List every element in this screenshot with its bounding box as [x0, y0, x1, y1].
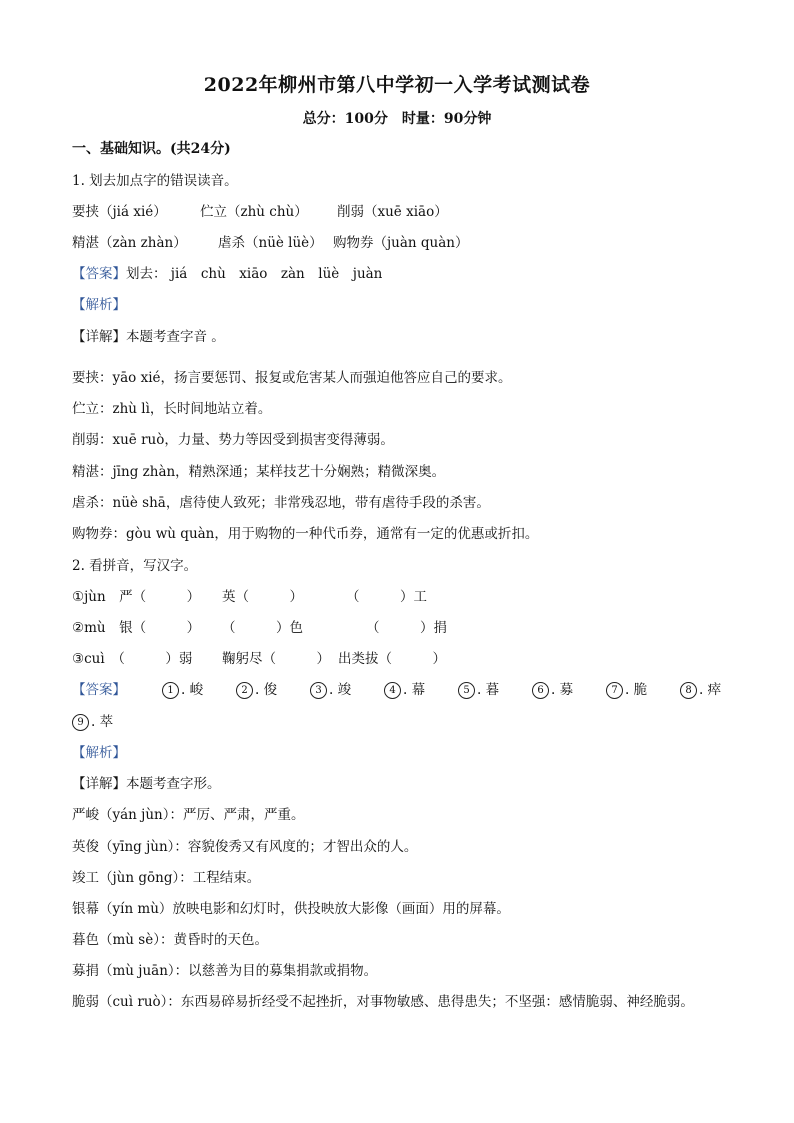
- answer-item: [162, 679, 203, 701]
- answer-char: . 幕: [403, 682, 426, 698]
- option-item: 伫立（zhù chù）: [200, 204, 308, 220]
- answer-tag: 【答案】: [72, 266, 126, 282]
- question-1-row-1: [72, 201, 752, 223]
- explanation-line: 银幕（yín mù）放映电影和幻灯时，供投映放大影像（画面）用的屏幕。: [72, 901, 510, 917]
- question-2-answer-cont: [72, 711, 752, 733]
- option-item: 削弱（xuē xiāo）: [337, 204, 448, 220]
- answer-char: . 瘁: [699, 682, 722, 698]
- explanation-line: 虐杀：nüè shā，虐待使人致死；非常残忍地，带有虐待手段的杀害。: [72, 495, 490, 511]
- option-item: 要挟（jiá xié）: [72, 204, 167, 220]
- answer-char: . 俊: [255, 682, 278, 698]
- option-item: 精湛（zàn zhàn）: [72, 235, 187, 251]
- circled-number: 4: [384, 682, 401, 699]
- option-item: 虐杀（nüè lüè）: [218, 235, 323, 251]
- question-2-stem: 2. 看拼音，写汉字。: [72, 558, 198, 574]
- answer-item: [310, 679, 351, 701]
- circled-number: 3: [310, 682, 327, 699]
- answer-item: [532, 679, 573, 701]
- answer-char: . 萃: [91, 714, 114, 730]
- blank-item: 英（ ）: [222, 589, 303, 605]
- question-2-row-1: [72, 586, 752, 608]
- answer-char: . 暮: [477, 682, 500, 698]
- answer-item: [384, 679, 425, 701]
- question-1-stem: 1. 划去加点字的错误读音。: [72, 173, 238, 189]
- detail-tag: 【详解】: [72, 776, 126, 792]
- question-2-row-2: [72, 617, 752, 639]
- answer-char: . 募: [551, 682, 574, 698]
- question-2-detail: [72, 773, 752, 795]
- answer-char: . 峻: [181, 682, 204, 698]
- question-2-row-3: [72, 648, 752, 670]
- explanation-line: 暮色（mù sè）：黄昏时的天色。: [72, 932, 268, 948]
- analysis-tag: 【解析】: [72, 297, 126, 313]
- blank-item: ①jùn 严（ ）: [72, 589, 201, 605]
- explanation-line: 精湛：jīng zhàn，精熟深通；某样技艺十分娴熟；精微深奥。: [72, 464, 446, 480]
- option-item: 购物券（juàn quàn）: [333, 235, 469, 251]
- explanation-line: 严峻（yán jùn）：严厉、严肃，严重。: [72, 807, 305, 823]
- explanation-line: 英俊（yīng jùn）：容貌俊秀又有风度的；才智出众的人。: [72, 839, 418, 855]
- analysis-tag: 【解析】: [72, 745, 126, 761]
- circled-number: 1: [162, 682, 179, 699]
- answer-item: [606, 679, 647, 701]
- answer-text: 划去： jiá chù xiāo zàn lüè juàn: [126, 266, 383, 282]
- page-title: 2022年柳州市第八中学初一入学考试测试卷: [203, 74, 591, 96]
- answer-char: . 竣: [329, 682, 352, 698]
- explanation-line: 伫立：zhù lì，长时间地站立着。: [72, 401, 272, 417]
- question-1-detail: [72, 326, 752, 348]
- circled-number: 6: [532, 682, 549, 699]
- explanation-line: 购物券：gòu wù quàn，用于购物的一种代币券，通常有一定的优惠或折扣。: [72, 526, 539, 542]
- circled-number: 2: [236, 682, 253, 699]
- detail-text: 本题考查字形。: [126, 776, 221, 792]
- circled-number: 7: [606, 682, 623, 699]
- blank-item: ②mù 银（ ）: [72, 620, 201, 636]
- blank-item: ③cuì （ ）弱: [72, 651, 193, 667]
- explanation-line: 要挟：yāo xié，扬言要惩罚、报复或危害某人而强迫他答应自己的要求。: [72, 370, 512, 386]
- circled-number: 5: [458, 682, 475, 699]
- answer-tag: 【答案】: [72, 682, 126, 698]
- answer-item: [458, 679, 499, 701]
- blank-item: （ ）色: [222, 620, 303, 636]
- question-1-row-2: [72, 232, 752, 254]
- blank-item: （ ）捐: [366, 620, 447, 636]
- page-subtitle: 总分：100分 时量：90分钟: [302, 111, 492, 127]
- detail-text: 本题考查字音 。: [126, 329, 225, 345]
- blank-item: 鞠躬尽（ ）: [222, 651, 330, 667]
- answer-item: [680, 679, 721, 701]
- explanation-line: 竣工（jùn gōng）：工程结束。: [72, 870, 261, 886]
- answer-char: . 脆: [625, 682, 648, 698]
- answer-item: [72, 711, 113, 733]
- explanation-line: 脆弱（cuì ruò）：东西易碎易折经受不起挫折，对事物敏感、患得患失；不坚强：感情脆弱、神经脆弱。: [72, 994, 694, 1010]
- detail-tag: 【详解】: [72, 329, 126, 345]
- blank-item: （ ）工: [346, 589, 427, 605]
- answer-item: [236, 679, 277, 701]
- section-heading: 一、基础知识。(共24分): [72, 141, 231, 157]
- circled-number: 8: [680, 682, 697, 699]
- explanation-line: 募捐（mù juān）：以慈善为目的募集捐款或捐物。: [72, 963, 378, 979]
- question-1-answer: [72, 263, 752, 285]
- question-2-answer: [72, 679, 752, 701]
- circled-number: 9: [72, 714, 89, 731]
- explanation-line: 削弱：xuē ruò，力量、势力等因受到损害变得薄弱。: [72, 432, 394, 448]
- blank-item: 出类拔（ ）: [338, 651, 446, 667]
